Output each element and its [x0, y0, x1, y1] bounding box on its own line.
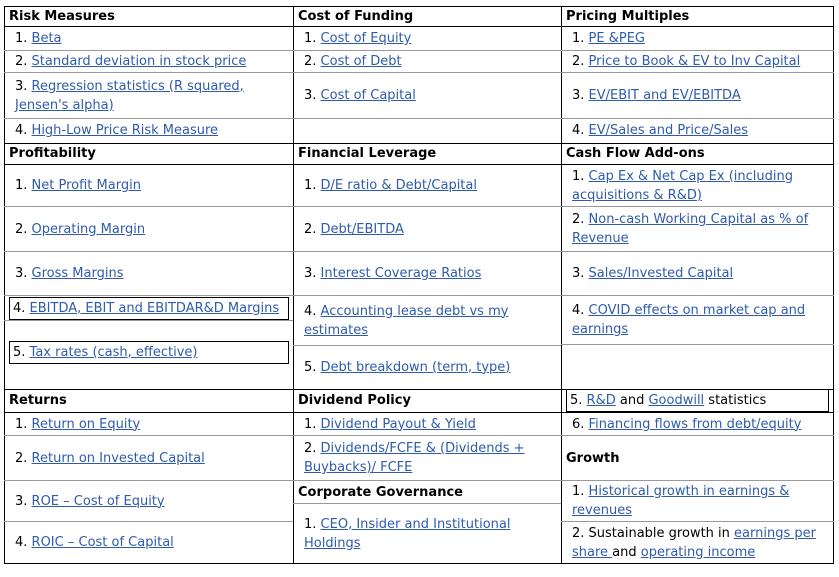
- metric-link[interactable]: operating income: [640, 544, 756, 560]
- metric-link[interactable]: EBITDA, EBIT and EBITDAR&D Margins: [29, 300, 280, 316]
- metric-link[interactable]: Dividends/FCFE & (Dividends +: [320, 441, 525, 456]
- metric-link[interactable]: Financing flows from debt/equity: [588, 416, 802, 432]
- section-title: Financial Leverage: [298, 146, 437, 161]
- metric-link[interactable]: Cost of Equity: [320, 31, 412, 46]
- row-divider: [4, 295, 834, 296]
- metric-link[interactable]: Jensen's alpha): [15, 97, 114, 113]
- item-text: 3.: [15, 266, 32, 281]
- item-text: 4.: [15, 535, 32, 550]
- row-divider: [4, 480, 834, 481]
- item-text: 1.: [304, 178, 321, 193]
- item-text: 2.: [572, 54, 589, 69]
- profitability-header: [5, 143, 293, 164]
- metric-link[interactable]: Return on Equity: [31, 416, 141, 432]
- metric-item: [5, 436, 293, 480]
- item-text: 4.: [13, 300, 30, 316]
- item-text: 2.: [304, 54, 321, 69]
- section-title: Dividend Policy: [298, 393, 411, 408]
- metric-link[interactable]: EV/Sales and Price/Sales: [588, 123, 749, 138]
- item-text: and: [615, 393, 649, 408]
- row-divider: [561, 344, 834, 345]
- selected-cell-outline: [566, 389, 829, 412]
- row-divider: [293, 503, 561, 504]
- item-text: statistics: [704, 393, 767, 408]
- dividend-policy-header: [294, 389, 561, 412]
- section-title: Pricing Multiples: [566, 8, 690, 24]
- metric-item: [5, 340, 293, 368]
- section-title: Growth: [566, 450, 620, 466]
- item-text: 2.: [572, 212, 589, 227]
- metric-item: [5, 413, 293, 435]
- metric-link[interactable]: Non-cash Working Capital as % of: [588, 212, 809, 227]
- pricing-multiples-header: [562, 6, 833, 26]
- metric-item: [5, 252, 293, 295]
- metric-item: [294, 252, 561, 295]
- row-divider: [4, 412, 834, 413]
- metric-link[interactable]: ROIC – Cost of Capital: [31, 535, 174, 550]
- metric-item: [562, 522, 833, 563]
- metric-link[interactable]: High-Low Price Risk Measure: [31, 123, 219, 138]
- item-text: 4.: [572, 303, 589, 318]
- metric-link[interactable]: acquisitions & R&D): [572, 187, 702, 203]
- item-text: 5.: [304, 359, 321, 375]
- metric-item: [5, 165, 293, 206]
- metric-item: [294, 296, 561, 345]
- selected-cell-outline: [9, 341, 289, 364]
- risk-measures-header: [5, 6, 293, 26]
- metric-link[interactable]: Dividend Payout & Yield: [320, 416, 476, 432]
- item-text: 4.: [15, 123, 32, 138]
- metric-link[interactable]: ROE – Cost of Equity: [31, 493, 165, 509]
- metric-link[interactable]: revenues: [572, 503, 632, 518]
- item-text: 5.: [13, 345, 30, 360]
- metric-link[interactable]: Price to Book & EV to Inv Capital: [588, 54, 801, 69]
- metric-link[interactable]: Standard deviation in stock price: [31, 54, 247, 69]
- metric-link[interactable]: COVID effects on market cap and: [588, 303, 806, 318]
- metric-item: [5, 27, 293, 50]
- metric-item: [294, 413, 561, 435]
- metric-item: [294, 207, 561, 251]
- metric-link[interactable]: Historical growth in earnings &: [588, 484, 790, 499]
- metric-item: [294, 436, 561, 480]
- metric-link[interactable]: Debt/EBITDA: [320, 221, 404, 237]
- selected-cell-outline: [9, 297, 289, 320]
- metric-item: [5, 51, 293, 72]
- item-text: 3.: [304, 266, 321, 281]
- section-title: Cost of Funding: [298, 8, 414, 24]
- item-text: 1.: [572, 484, 589, 499]
- financial-leverage-header: [294, 143, 561, 164]
- metric-item: [294, 51, 561, 72]
- metric-item: [5, 522, 293, 563]
- metric-item: [562, 119, 833, 142]
- returns-header: [5, 389, 293, 412]
- metric-link[interactable]: Debt breakdown (term, type): [320, 359, 511, 375]
- row-divider: [561, 435, 834, 436]
- metric-item: [562, 207, 833, 251]
- metric-item: [562, 389, 833, 412]
- metric-link[interactable]: Regression statistics (R squared,: [31, 78, 244, 94]
- metric-link[interactable]: estimates: [304, 322, 368, 338]
- item-text: 1.: [15, 31, 32, 46]
- metric-link[interactable]: earnings per: [734, 525, 816, 541]
- metric-link[interactable]: Return on Invested Capital: [31, 450, 205, 466]
- metric-link[interactable]: Beta: [31, 31, 62, 46]
- row-divider: [4, 164, 834, 165]
- metric-link[interactable]: Cost of Capital: [320, 88, 416, 103]
- metric-item: [5, 481, 293, 521]
- metric-item: [5, 296, 293, 320]
- row-divider: [4, 320, 293, 321]
- metric-item: [5, 73, 293, 118]
- row-divider: [4, 521, 293, 522]
- row-divider: [4, 435, 561, 436]
- item-text: 1.: [304, 516, 321, 532]
- metric-link[interactable]: earnings: [572, 322, 629, 337]
- section-title: Corporate Governance: [298, 484, 463, 500]
- item-text: 4.: [572, 123, 589, 138]
- item-text: 2.: [15, 54, 32, 69]
- metric-link[interactable]: EV/EBIT and EV/EBITDA: [588, 88, 741, 103]
- metric-link[interactable]: Gross Margins: [31, 266, 124, 281]
- metric-link[interactable]: Cost of Debt: [320, 54, 402, 69]
- item-text: 1.: [572, 31, 589, 46]
- row-divider: [4, 206, 834, 207]
- metric-item: [562, 73, 833, 118]
- metric-item: [562, 413, 833, 435]
- metric-link[interactable]: Goodwill: [648, 393, 705, 408]
- corporate-governance-header: [294, 481, 561, 503]
- row-divider: [4, 143, 834, 144]
- item-text: 2.: [304, 441, 321, 456]
- item-text: 3.: [15, 78, 32, 94]
- item-text: 2. Sustainable growth in: [572, 525, 735, 541]
- item-text: 2.: [304, 221, 321, 237]
- metric-link[interactable]: Holdings: [304, 535, 361, 551]
- item-text: 5.: [570, 393, 587, 408]
- metric-item: [562, 252, 833, 295]
- item-text: 2.: [15, 450, 32, 466]
- row-divider: [561, 521, 834, 522]
- metric-item: [5, 207, 293, 251]
- metric-link[interactable]: CEO, Insider and Institutional: [320, 516, 511, 532]
- metric-item: [562, 51, 833, 72]
- metric-item: [294, 504, 561, 563]
- metric-item: [294, 27, 561, 50]
- metric-link[interactable]: Tax rates (cash, effective): [29, 345, 198, 360]
- metric-link[interactable]: PE &PEG: [588, 31, 645, 46]
- cost-of-funding-header: [294, 6, 561, 26]
- section-title: Profitability: [9, 146, 96, 161]
- metric-item: [562, 296, 833, 344]
- metric-link[interactable]: Net Profit Margin: [31, 178, 141, 193]
- item-text: 3.: [15, 493, 32, 509]
- item-text: and: [612, 544, 641, 560]
- section-title: Cash Flow Add-ons: [566, 146, 705, 161]
- metric-link[interactable]: Cap Ex & Net Cap Ex (including: [588, 168, 793, 184]
- item-text: 1.: [15, 416, 32, 432]
- cash-flow-add-ons-header: [562, 143, 833, 164]
- item-text: 4.: [304, 303, 321, 319]
- row-divider: [4, 72, 834, 73]
- row-divider: [4, 389, 834, 390]
- item-text: 1.: [572, 168, 589, 184]
- metric-item: [294, 73, 561, 118]
- metric-link[interactable]: D/E ratio & Debt/Capital: [320, 178, 477, 193]
- metric-item: [294, 165, 561, 206]
- metric-link[interactable]: Revenue: [572, 231, 629, 246]
- metric-link[interactable]: Operating Margin: [31, 221, 146, 237]
- metric-link[interactable]: Buybacks)/ FCFE: [304, 460, 413, 475]
- item-text: 3.: [572, 266, 589, 281]
- section-title: Risk Measures: [9, 8, 115, 24]
- item-text: 3.: [572, 88, 589, 103]
- metric-link[interactable]: Interest Coverage Ratios: [320, 266, 482, 281]
- row-divider: [4, 50, 834, 51]
- row-divider: [293, 345, 561, 346]
- growth-header: [562, 436, 833, 480]
- metric-link[interactable]: Sales/Invested Capital: [588, 266, 734, 281]
- metric-link[interactable]: Accounting lease debt vs my: [320, 303, 509, 319]
- section-title: Returns: [9, 393, 67, 408]
- metric-item: [562, 27, 833, 50]
- metric-link[interactable]: R&D: [586, 393, 616, 408]
- metric-link[interactable]: share: [572, 544, 613, 560]
- item-text: 1.: [15, 178, 32, 193]
- row-divider: [4, 251, 834, 252]
- metric-item: [562, 165, 833, 206]
- metric-item: [5, 119, 293, 142]
- row-divider: [4, 6, 834, 7]
- item-text: 6.: [572, 416, 589, 432]
- row-divider: [4, 563, 834, 564]
- metric-item: [294, 346, 561, 388]
- metric-item: [562, 481, 833, 521]
- row-divider: [4, 118, 834, 119]
- item-text: 1.: [304, 416, 321, 432]
- item-text: 1.: [304, 31, 321, 46]
- item-text: 3.: [304, 88, 321, 103]
- row-divider: [4, 26, 834, 27]
- item-text: 2.: [15, 221, 32, 237]
